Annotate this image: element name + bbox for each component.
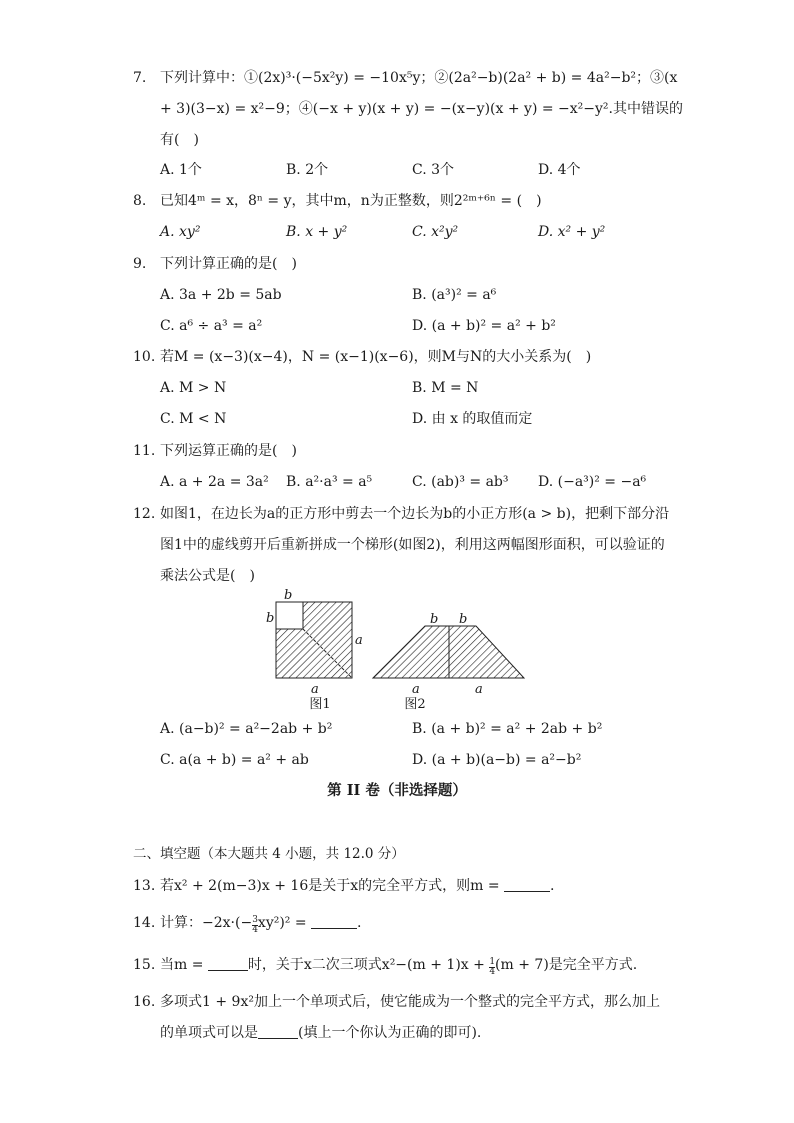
- q12-line2: 图1中的虚线剪开后重新拼成一个梯形(如图2)，利用这两幅图形面积，可以验证的: [160, 537, 665, 553]
- q13-text: [160, 876, 554, 896]
- q9-number: 9.: [133, 256, 147, 272]
- q8-option-a[interactable]: A. xy²: [160, 224, 201, 240]
- q9-option-a[interactable]: A. 3a + 2b = 5ab: [160, 287, 282, 303]
- q13-before: 若x² + 2(m−3)x + 16是关于x的完全平方式，则m =: [160, 878, 505, 894]
- q11-option-a[interactable]: A. a + 2a = 3a²: [160, 474, 269, 490]
- q13-answer-blank[interactable]: [504, 877, 550, 892]
- fig2-caption: 图2: [404, 697, 426, 712]
- q7-option-b[interactable]: B. 2个: [286, 162, 329, 178]
- q7-number: 7.: [133, 70, 147, 86]
- q14-answer-blank[interactable]: [311, 914, 357, 929]
- q14-frac-top: 3: [252, 915, 258, 925]
- fig2-label-a-1: a: [412, 682, 420, 697]
- q8-number: 8.: [133, 193, 147, 209]
- fig1-label-b-top: b: [284, 588, 293, 603]
- q15-frac-top: 1: [489, 957, 496, 967]
- q10-option-d[interactable]: D. 由 x 的取值而定: [412, 411, 533, 427]
- q10-number: 10.: [133, 349, 156, 365]
- q10-option-b[interactable]: B. M = N: [412, 380, 479, 396]
- q10-text: 若M = (x−3)(x−4)，N = (x−1)(x−6)，则M与N的大小关系为( ): [160, 349, 592, 365]
- fig2-label-a-2: a: [475, 682, 483, 697]
- q15-before: 当m =: [160, 957, 208, 973]
- q16-answer-blank[interactable]: [258, 1024, 298, 1039]
- q10-option-a[interactable]: A. M > N: [160, 380, 227, 396]
- q15-answer-blank[interactable]: [208, 956, 248, 971]
- figure1-square: [276, 602, 352, 678]
- q16-line1: 多项式1 + 9x²加上一个单项式后，使它能成为一个整式的完全平方式，那么加上: [160, 994, 660, 1010]
- q16-before: 的单项式可以是: [160, 1025, 258, 1041]
- q12-option-c[interactable]: C. a(a + b) = a² + ab: [160, 752, 309, 768]
- q15-after: (m + 7)是完全平方式.: [495, 957, 638, 973]
- q13-after: .: [550, 878, 555, 894]
- fig2-label-b-1: b: [430, 612, 439, 627]
- q14-text: [160, 913, 362, 935]
- q12-line3: 乘法公式是( ): [160, 568, 255, 584]
- q7-option-d[interactable]: D. 4个: [538, 162, 581, 178]
- q15-number: 15.: [133, 957, 156, 973]
- figure2-trapezoid: [373, 626, 524, 678]
- fig1-caption: 图1: [309, 697, 331, 712]
- q8-option-c[interactable]: C. x²y²: [412, 224, 459, 240]
- q9-option-b[interactable]: B. (a³)² = a⁶: [412, 287, 497, 303]
- q7-line2: + 3)(3−x) = x²−9；④(−x + y)(x + y) = −(x−y)(x + y) = −x²−y².其中错误的: [160, 101, 683, 117]
- fig1-label-a-bottom: a: [311, 682, 319, 697]
- q8-option-b[interactable]: B. x + y²: [286, 224, 348, 240]
- q15-mid: 时，关于x二次三项式x²−(m + 1)x +: [247, 957, 490, 973]
- fig1-label-b-left: b: [266, 611, 275, 626]
- q11-option-c[interactable]: C. (ab)³ = ab³: [412, 474, 509, 490]
- q16-line2: [160, 1023, 481, 1043]
- q7-line1: 下列计算中：①(2x)³·(−5x²y) = −10x⁵y；②(2a²−b)(2a² + b) = 4a²−b²；③(x: [160, 70, 678, 86]
- q15-frac-bottom: 4: [489, 967, 496, 977]
- q16-after: (填上一个你认为正确的即可).: [298, 1025, 482, 1041]
- fig1-label-a-right: a: [355, 633, 363, 648]
- q11-option-b[interactable]: B. a²·a³ = a⁵: [286, 474, 373, 490]
- part2-title: 第 II 卷（非选择题）: [327, 782, 467, 799]
- fig2-label-b-2: b: [459, 612, 468, 627]
- q12-option-d[interactable]: D. (a + b)(a−b) = a²−b²: [412, 752, 582, 768]
- q11-number: 11.: [133, 443, 156, 459]
- q14-number: 14.: [133, 915, 156, 931]
- q9-option-d[interactable]: D. (a + b)² = a² + b²: [412, 318, 556, 334]
- q12-option-b[interactable]: B. (a + b)² = a² + 2ab + b²: [412, 721, 603, 737]
- q14-after: .: [357, 915, 362, 931]
- q7-option-c[interactable]: C. 3个: [412, 162, 455, 178]
- q8-text: 已知4ᵐ = x，8ⁿ = y，其中m，n为正整数，则2²ᵐ⁺⁶ⁿ = ( ): [160, 193, 542, 209]
- q7-option-a[interactable]: A. 1个: [160, 162, 202, 178]
- q12-number: 12.: [133, 506, 156, 522]
- q7-line3: 有( ): [160, 132, 199, 148]
- q14-mid: xy²)² =: [257, 915, 312, 931]
- q15-text: [160, 955, 637, 977]
- q12-line1: 如图1，在边长为a的正方形中剪去一个边长为b的小正方形(a > b)，把剩下部分沿: [160, 506, 670, 522]
- q14-frac-bottom: 4: [252, 925, 258, 935]
- q13-number: 13.: [133, 878, 156, 894]
- q16-number: 16.: [133, 994, 156, 1010]
- q9-text: 下列计算正确的是( ): [160, 256, 297, 272]
- q11-option-d[interactable]: D. (−a³)² = −a⁶: [538, 474, 647, 490]
- q8-option-d[interactable]: D. x² + y²: [538, 224, 606, 240]
- q10-option-c[interactable]: C. M < N: [160, 411, 227, 427]
- q12-option-a[interactable]: A. (a−b)² = a²−2ab + b²: [160, 721, 333, 737]
- section2-title: 二、填空题（本大题共 4 小题，共 12.0 分）: [133, 846, 405, 862]
- q12-figure: [260, 586, 540, 716]
- q11-text: 下列运算正确的是( ): [160, 443, 297, 459]
- q9-option-c[interactable]: C. a⁶ ÷ a³ = a²: [160, 318, 263, 334]
- q14-before: 计算：−2x·(−: [160, 915, 253, 931]
